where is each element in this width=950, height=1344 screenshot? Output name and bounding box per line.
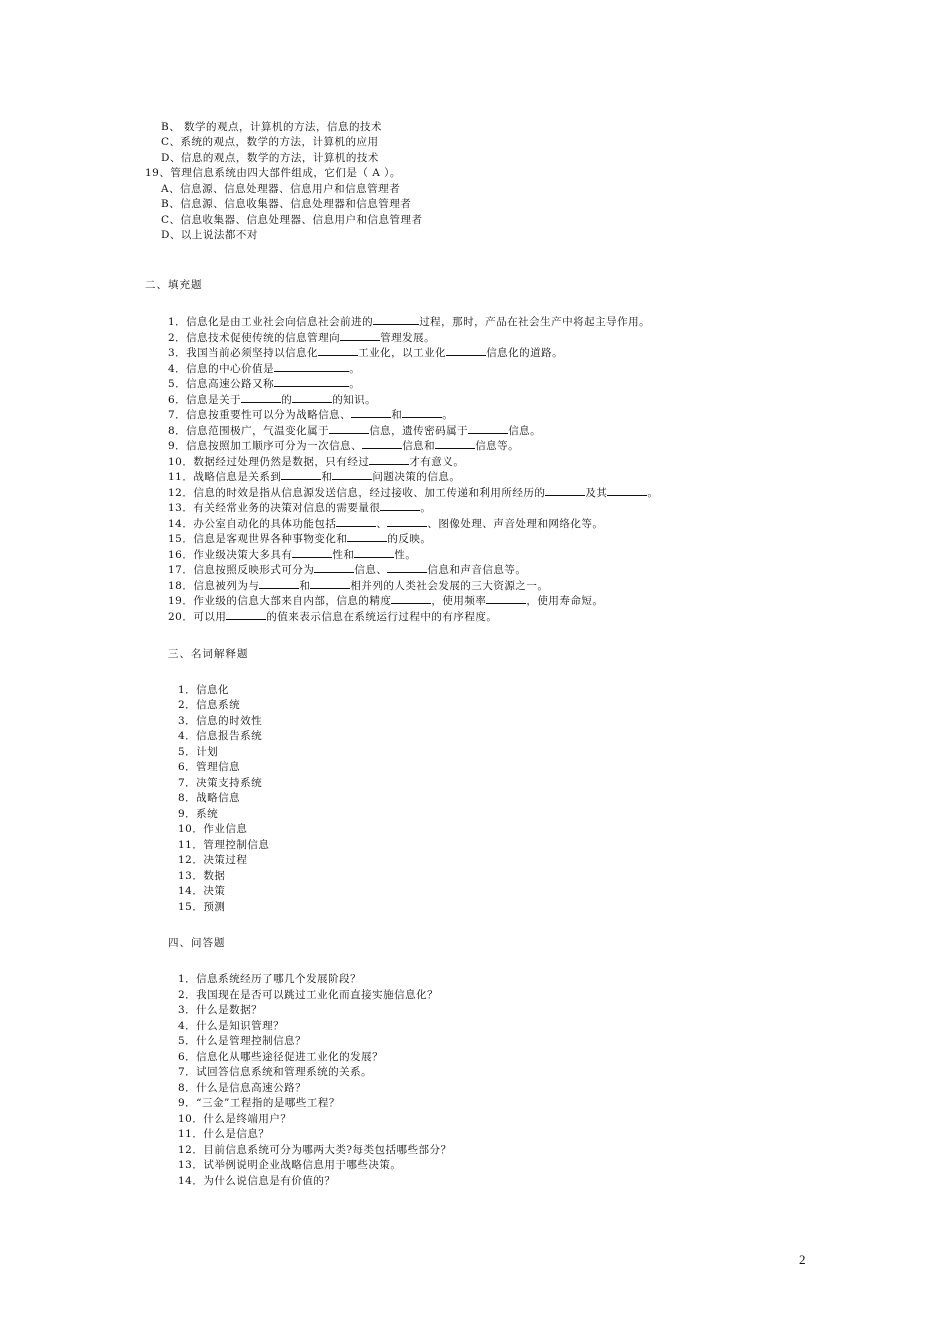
q18-option-d: D、信息的观点，数学的方法，计算机的技术 [161,152,379,164]
term-item-9: 9．系统 [178,808,219,820]
qa-item-8: 8．什么是信息高速公路？ [178,1082,307,1094]
qa-item-13: 13．试举例说明企业战略信息用于哪些决策。 [178,1159,402,1171]
qa-item-5: 5．什么是管理控制信息？ [178,1035,307,1047]
q19-option-a: A、信息源、信息处理器、信息用户和信息管理者 [161,183,401,195]
term-item-4: 4．信息报告系统 [178,730,263,742]
fill-item-10: 10．数据经过处理仍然是数据，只有经过 才有意义。 [168,456,465,468]
fill-item-17: 17．信息按照反映形式可分为 信息、 信息和声音信息等。 [168,564,527,576]
term-item-3: 3．信息的时效性 [178,715,263,727]
fill-item-8: 8．信息范围极广，气温变化属于 信息，遗传密码属于 信息。 [168,425,542,437]
term-item-1: 1．信息化 [178,684,230,696]
fill-item-15: 15．信息是客观世界各种事物变化和 的反映。 [168,533,432,545]
qa-item-11: 11．什么是信息？ [178,1128,270,1140]
q18-option-c: C、系统的观点，数学的方法，计算机的应用 [161,136,379,148]
term-item-10: 10．作业信息 [178,823,248,835]
term-item-14: 14．决策 [178,885,226,897]
qa-item-14: 14．为什么说信息是有价值的？ [178,1175,336,1187]
qa-item-12: 12．目前信息系统可分为哪两大类?每类包括哪些部分？ [178,1144,452,1156]
qa-item-3: 3．什么是数据？ [178,1004,263,1016]
q19-option-d: D、以上说法都不对 [161,229,258,241]
term-item-11: 11．管理控制信息 [178,839,270,851]
fill-item-16: 16．作业级决策大多具有 性和 性。 [168,549,417,561]
fill-item-3: 3．我国当前必须坚持以信息化 工业化，以工业化 信息化的道路。 [168,347,564,359]
section-heading-qa: 四、问答题 [168,937,226,949]
section-heading-fill-blank: 二、填充题 [145,279,203,291]
term-item-8: 8．战略信息 [178,792,241,804]
page-number: 2 [799,1252,806,1267]
term-item-7: 7．决策支持系统 [178,777,263,789]
q18-option-b: B、 数学的观点，计算机的方法，信息的技术 [161,121,383,133]
fill-item-18: 18．信息被列为与 和 相并列的人类社会发展的三大资源之一。 [168,580,549,592]
fill-item-11: 11．战略信息是关系到 和 问题决策的信息。 [168,471,461,483]
term-item-15: 15．预测 [178,901,226,913]
fill-item-7: 7．信息按重要性可以分为战略信息、 和 。 [168,409,454,421]
term-item-6: 6．管理信息 [178,761,241,773]
fill-item-5: 5．信息高速公路又称 。 [168,378,361,390]
q19-stem: 19、管理信息系统由四大部件组成，它们是（ A ）。 [145,167,401,179]
qa-item-1: 1．信息系统经历了哪几个发展阶段？ [178,973,362,985]
qa-item-4: 4．什么是知识管理？ [178,1020,285,1032]
fill-item-6: 6．信息是关于 的 的知识。 [168,394,377,406]
section-heading-terms: 三、名词解释题 [168,648,249,660]
term-item-5: 5．计划 [178,746,219,758]
fill-item-20: 20．可以用 的值来表示信息在系统运行过程中的有序程度。 [168,611,498,623]
fill-item-19: 19．作业级的信息大部来自内部，信息的精度 ，使用频率 ，使用寿命短。 [168,595,604,607]
term-item-12: 12．决策过程 [178,854,248,866]
fill-item-14: 14．办公室自动化的具体功能包括 、 、图像处理、声音处理和网络化等。 [168,518,604,530]
fill-item-12: 12．信息的时效是指从信息源发送信息，经过接收、加工传递和利用所经历的 及其 。 [168,487,659,499]
fill-item-1: 1．信息化是由工业社会向信息社会前进的 过程，那时，产品在社会生产中将起主导作用。 [168,316,651,328]
fill-item-2: 2．信息技术促使传统的信息管理向 管理发展。 [168,332,436,344]
q19-option-c: C、信息收集器、信息处理器、信息用户和信息管理者 [161,214,423,226]
fill-item-4: 4．信息的中心价值是 。 [168,363,361,375]
qa-item-7: 7．试回答信息系统和管理系统的关系。 [178,1066,373,1078]
qa-item-9: 9．“三金”工程指的是哪些工程？ [178,1097,340,1109]
fill-item-9: 9．信息按照加工顺序可分为一次信息、 信息和 信息等。 [168,440,520,452]
qa-item-2: 2．我国现在是否可以跳过工业化而直接实施信息化？ [178,989,439,1001]
term-item-13: 13．数据 [178,870,226,882]
q19-option-b: B、信息源、信息收集器、信息处理器和信息管理者 [161,198,412,210]
term-item-2: 2．信息系统 [178,699,241,711]
fill-item-13: 13．有关经常业务的决策对信息的需要量很 。 [168,502,432,514]
qa-item-10: 10．什么是终端用户？ [178,1113,292,1125]
qa-item-6: 6．信息化从哪些途径促进工业化的发展？ [178,1051,384,1063]
